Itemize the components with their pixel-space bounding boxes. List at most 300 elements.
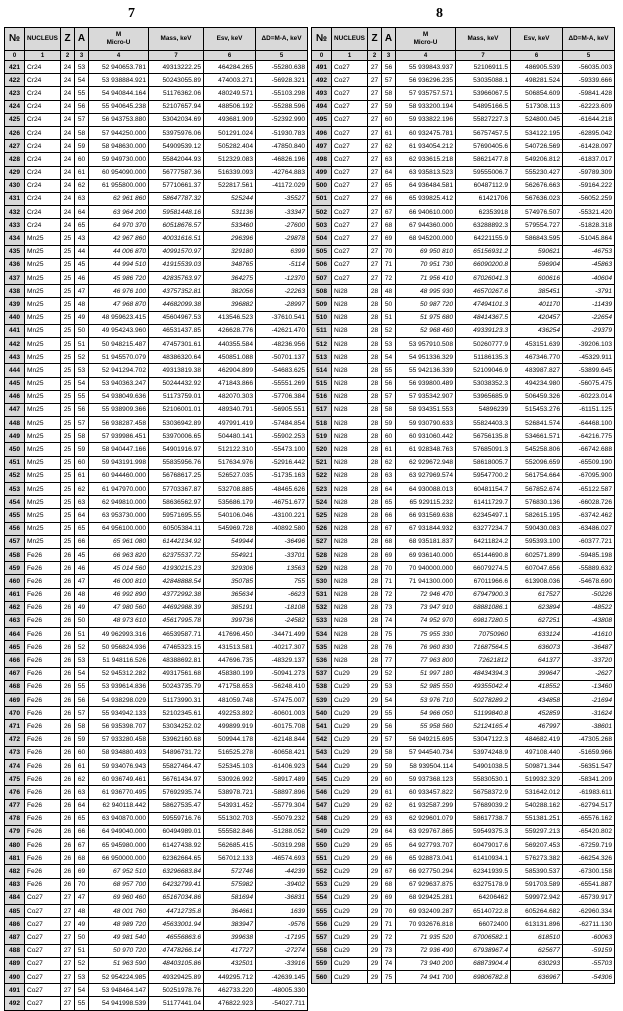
z-cell: 27 [368, 206, 382, 219]
a-cell: 61 [382, 443, 396, 456]
micro-u-cell: 48 001 760 [89, 905, 149, 918]
a-cell: 53 [75, 970, 89, 983]
row-number: 492 [312, 74, 332, 87]
row-number: 512 [312, 337, 332, 350]
table-row [312, 324, 615, 337]
a-cell: 60 [75, 153, 89, 166]
table-row [5, 377, 308, 390]
micro-u-cell: 48 989 720 [89, 918, 149, 931]
micro-u-cell: 60 944460.000 [89, 469, 149, 482]
nucleus-cell: Fe26 [25, 562, 61, 575]
row-number: 501 [312, 192, 332, 205]
table-body-right [312, 61, 615, 984]
mass-cell: 41915539.03 [149, 258, 204, 271]
esv-cell: 569207.453 [511, 839, 563, 852]
header-micro-u: M Micro-U [89, 28, 149, 51]
z-cell: 28 [368, 562, 382, 575]
delta-cell: -43808 [563, 614, 615, 627]
z-cell: 27 [368, 272, 382, 285]
delta-cell: -22654 [563, 311, 615, 324]
table-row [312, 746, 615, 759]
mass-cell: 48388692.81 [149, 654, 204, 667]
table-row [312, 219, 615, 232]
delta-cell: -17195 [256, 931, 308, 944]
delta-cell: 13563 [256, 562, 308, 575]
page-number-right: 8 [436, 6, 443, 21]
nucleus-cell: Fe26 [25, 878, 61, 891]
row-number: 427 [5, 140, 25, 153]
nucleus-cell: Cr24 [25, 100, 61, 113]
esv-cell: 600616 [511, 272, 563, 285]
table-row [5, 680, 308, 693]
nucleus-cell: Fe26 [25, 575, 61, 588]
nucleus-cell: Co27 [25, 918, 61, 931]
esv-cell: 382056 [204, 285, 256, 298]
table-row [312, 707, 615, 720]
delta-cell: -42639.145 [256, 970, 308, 983]
esv-cell: 540106.046 [204, 509, 256, 522]
table-row [312, 970, 615, 983]
row-number: 448 [5, 417, 25, 430]
mass-cell: 64232799.41 [149, 878, 204, 891]
col-index: 4 [396, 51, 456, 61]
z-cell: 26 [61, 825, 75, 838]
delta-cell: -3791 [563, 285, 615, 298]
mass-cell: 59581448.16 [149, 206, 204, 219]
esv-cell: 417727 [204, 944, 256, 957]
nucleus-cell: Ni28 [332, 456, 368, 469]
delta-cell: -56905.551 [256, 403, 308, 416]
table-row [312, 126, 615, 139]
z-cell: 25 [61, 483, 75, 496]
table-row [312, 166, 615, 179]
a-cell: 60 [382, 773, 396, 786]
micro-u-cell: 61 947970.000 [89, 483, 149, 496]
nucleus-cell: Ni28 [332, 628, 368, 641]
table-row [5, 733, 308, 746]
row-number: 482 [5, 865, 25, 878]
z-cell: 29 [368, 878, 382, 891]
esv-cell: 562685.415 [204, 839, 256, 852]
a-cell: 58 [382, 746, 396, 759]
mass-cell: 54909539.12 [149, 140, 204, 153]
mass-cell: 61427438.92 [149, 839, 204, 852]
row-number: 475 [5, 773, 25, 786]
table-row [312, 206, 615, 219]
a-cell: 71 [382, 918, 396, 931]
nucleus-cell: Mn25 [25, 403, 61, 416]
a-cell: 65 [382, 839, 396, 852]
micro-u-cell: 52 940653.781 [89, 61, 149, 74]
delta-cell: -59339.666 [563, 74, 615, 87]
delta-cell: -24582 [256, 614, 308, 627]
row-number: 490 [5, 970, 25, 983]
nucleus-cell: Co27 [332, 179, 368, 192]
row-number: 491 [5, 984, 25, 997]
nucleus-cell: Cu29 [332, 786, 368, 799]
table-row [5, 192, 308, 205]
delta-cell: -58917.489 [256, 773, 308, 786]
mass-cell: 58621477.8 [456, 153, 511, 166]
mass-cell: 60505384.11 [149, 522, 204, 535]
micro-u-cell: 63 935813.523 [396, 166, 456, 179]
nucleus-cell: Cu29 [332, 707, 368, 720]
z-cell: 25 [61, 298, 75, 311]
micro-u-cell: 61 932587.299 [396, 799, 456, 812]
nucleus-cell: Fe26 [25, 654, 61, 667]
esv-cell: 516525.278 [204, 746, 256, 759]
nucleus-cell: Mn25 [25, 417, 61, 430]
a-cell: 57 [382, 390, 396, 403]
row-number: 493 [312, 87, 332, 100]
micro-u-cell: 57 933280.458 [89, 733, 149, 746]
esv-cell: 420457 [511, 311, 563, 324]
a-cell: 56 [382, 377, 396, 390]
nucleus-cell: Fe26 [25, 720, 61, 733]
a-cell: 51 [75, 944, 89, 957]
delta-cell: -62960.334 [563, 905, 615, 918]
micro-u-cell: 54 951336.329 [396, 351, 456, 364]
a-cell: 56 [382, 61, 396, 74]
delta-cell: -58341.209 [563, 773, 615, 786]
row-number: 504 [312, 232, 332, 245]
z-cell: 26 [61, 654, 75, 667]
col-index: 0 [312, 51, 332, 61]
mass-cell: 52102345.61 [149, 707, 204, 720]
z-cell: 27 [61, 944, 75, 957]
delta-cell: -59485.198 [563, 548, 615, 561]
micro-u-cell: 45 014 560 [89, 562, 149, 575]
a-cell: 57 [75, 417, 89, 430]
table-row [5, 272, 308, 285]
row-number: 503 [312, 219, 332, 232]
delta-cell: -67259.719 [563, 839, 615, 852]
table-row [312, 588, 615, 601]
nucleus-cell: Mn25 [25, 285, 61, 298]
table-row [5, 126, 308, 139]
nucleus-cell: Cr24 [25, 87, 61, 100]
esv-cell: 417696.450 [204, 628, 256, 641]
col-index: 2 [368, 51, 382, 61]
z-cell: 29 [368, 970, 382, 983]
delta-cell: -42621.470 [256, 324, 308, 337]
mass-cell: 60481154.7 [456, 483, 511, 496]
esv-cell: 498281.524 [511, 74, 563, 87]
nucleus-cell: Co27 [332, 140, 368, 153]
esv-cell: 545258.806 [511, 443, 563, 456]
a-cell: 54 [75, 74, 89, 87]
micro-u-cell: 60 932475.781 [396, 126, 456, 139]
esv-cell: 474003.271 [204, 74, 256, 87]
a-cell: 67 [75, 839, 89, 852]
nucleus-cell: Co27 [25, 984, 61, 997]
row-number: 542 [312, 733, 332, 746]
mass-cell: 48403105.86 [149, 957, 204, 970]
z-cell: 25 [61, 456, 75, 469]
mass-cell: 44692988.39 [149, 601, 204, 614]
mass-cell: 59571695.55 [149, 509, 204, 522]
z-cell: 26 [61, 878, 75, 891]
z-cell: 26 [61, 786, 75, 799]
delta-cell: -33720 [563, 654, 615, 667]
a-cell: 62 [75, 179, 89, 192]
z-cell: 24 [61, 179, 75, 192]
a-cell: 48 [75, 905, 89, 918]
table-row [312, 443, 615, 456]
nucleus-cell: Ni28 [332, 285, 368, 298]
nucleus-cell: Co27 [25, 970, 61, 983]
mass-cell: 56768617.25 [149, 469, 204, 482]
micro-u-cell: 67 931844.932 [396, 522, 456, 535]
row-number: 447 [5, 403, 25, 416]
z-cell: 26 [61, 588, 75, 601]
table-body-left [5, 61, 308, 1011]
esv-cell: 576273.382 [511, 852, 563, 865]
delta-cell: -51659.966 [563, 746, 615, 759]
row-number: 506 [312, 258, 332, 271]
header-delta-kev: ΔD=M-A, keV [563, 28, 615, 51]
a-cell: 57 [382, 74, 396, 87]
nucleus-cell: Cu29 [332, 812, 368, 825]
delta-cell: -65122.587 [563, 483, 615, 496]
table-row [5, 746, 308, 759]
delta-cell: -63486.027 [563, 522, 615, 535]
z-cell: 28 [368, 298, 382, 311]
row-number: 425 [5, 113, 25, 126]
esv-cell: 586843.595 [511, 232, 563, 245]
micro-u-cell: 67 929637.875 [396, 878, 456, 891]
micro-u-cell: 69 950 810 [396, 245, 456, 258]
header-nucleus: NUCLEUS [332, 28, 368, 51]
a-cell: 59 [382, 100, 396, 113]
micro-u-cell: 49 954243.960 [89, 324, 149, 337]
micro-u-cell: 73 940 200 [396, 957, 456, 970]
nucleus-cell: Cu29 [332, 878, 368, 891]
delta-cell: 1639 [256, 905, 308, 918]
delta-cell: -41172.029 [256, 179, 308, 192]
row-number: 494 [312, 100, 332, 113]
mass-cell: 53034252.02 [149, 720, 204, 733]
table-row [312, 944, 615, 957]
z-cell: 26 [61, 562, 75, 575]
a-cell: 63 [382, 153, 396, 166]
delta-cell: -62223.609 [563, 100, 615, 113]
mass-cell: 59559716.76 [149, 812, 204, 825]
table-row [5, 311, 308, 324]
delta-cell: -51288.052 [256, 825, 308, 838]
header-number: № [5, 28, 25, 51]
nucleus-cell: Co27 [332, 219, 368, 232]
esv-cell: 613131.896 [511, 918, 563, 931]
nucleus-cell: Mn25 [25, 351, 61, 364]
table-row [312, 87, 615, 100]
micro-u-cell: 50 948215.487 [89, 337, 149, 350]
esv-cell: 552096.659 [511, 456, 563, 469]
nucleus-cell: Ni28 [332, 403, 368, 416]
a-cell: 48 [382, 285, 396, 298]
row-number: 551 [312, 852, 332, 865]
esv-cell: 613908.036 [511, 575, 563, 588]
row-number: 429 [5, 166, 25, 179]
table-row [5, 245, 308, 258]
a-cell: 64 [382, 483, 396, 496]
table-row [5, 891, 308, 904]
mass-cell: 44682099.38 [149, 298, 204, 311]
delta-cell: -63742.462 [563, 509, 615, 522]
esv-cell: 595393.100 [511, 535, 563, 548]
a-cell: 67 [382, 206, 396, 219]
nucleus-cell: Co27 [332, 113, 368, 126]
z-cell: 27 [61, 891, 75, 904]
esv-cell: 551381.251 [511, 812, 563, 825]
micro-u-cell: 53 939614.836 [89, 680, 149, 693]
row-number: 515 [312, 377, 332, 390]
micro-u-cell: 59 937368.123 [396, 773, 456, 786]
micro-u-cell: 50 987 720 [396, 298, 456, 311]
esv-cell: 555582.846 [204, 825, 256, 838]
row-number: 469 [5, 694, 25, 707]
nucleus-cell: Mn25 [25, 245, 61, 258]
delta-cell: -51828.318 [563, 219, 615, 232]
z-cell: 25 [61, 285, 75, 298]
mass-cell: 60518676.57 [149, 219, 204, 232]
z-cell: 29 [368, 694, 382, 707]
table-row [312, 852, 615, 865]
row-number: 529 [312, 562, 332, 575]
micro-u-cell: 61 936770.495 [89, 786, 149, 799]
micro-u-cell: 57 944540.734 [396, 746, 456, 759]
z-cell: 28 [368, 403, 382, 416]
mass-cell: 72621812 [456, 654, 511, 667]
z-cell: 27 [368, 153, 382, 166]
row-number: 441 [5, 324, 25, 337]
z-cell: 26 [61, 680, 75, 693]
z-cell: 29 [368, 707, 382, 720]
delta-cell: -62711.130 [563, 918, 615, 931]
a-cell: 65 [382, 179, 396, 192]
delta-cell: -46751.677 [256, 496, 308, 509]
row-number: 489 [5, 957, 25, 970]
mass-cell: 64211824.2 [456, 535, 511, 548]
table-row [5, 773, 308, 786]
a-cell: 55 [75, 680, 89, 693]
row-number: 558 [312, 944, 332, 957]
mass-cell: 53035088.1 [456, 74, 511, 87]
header-mass-kev: Mass, keV [149, 28, 204, 51]
micro-u-cell: 62 961 860 [89, 192, 149, 205]
delta-cell: -39206.103 [563, 337, 615, 350]
nucleus-cell: Mn25 [25, 298, 61, 311]
esv-cell: 567852.674 [511, 483, 563, 496]
nucleus-cell: Cu29 [332, 931, 368, 944]
nucleus-cell: Cu29 [332, 694, 368, 707]
nucleus-cell: Ni28 [332, 364, 368, 377]
mass-cell: 66079274.5 [456, 562, 511, 575]
nucleus-cell: Ni28 [332, 548, 368, 561]
nucleus-cell: Fe26 [25, 865, 61, 878]
delta-cell: -53899.645 [563, 364, 615, 377]
delta-cell: -65739.917 [563, 891, 615, 904]
delta-cell: -21694 [563, 694, 615, 707]
nucleus-cell: Co27 [25, 997, 61, 1010]
table-row [312, 245, 615, 258]
table-row [5, 74, 308, 87]
z-cell: 25 [61, 351, 75, 364]
micro-u-cell: 58 934351.553 [396, 403, 456, 416]
a-cell: 68 [382, 219, 396, 232]
esv-cell: 567636.023 [511, 192, 563, 205]
z-cell: 26 [61, 799, 75, 812]
z-cell: 25 [61, 245, 75, 258]
mass-cell: 53042034.69 [149, 113, 204, 126]
micro-u-cell: 74 952 970 [396, 614, 456, 627]
a-cell: 61 [75, 166, 89, 179]
delta-cell: -59789.309 [563, 166, 615, 179]
table-row [312, 667, 615, 680]
micro-u-cell: 65 929115.232 [396, 496, 456, 509]
a-cell: 62 [75, 773, 89, 786]
esv-cell: 574976.507 [511, 206, 563, 219]
row-number: 552 [312, 865, 332, 878]
delta-cell: -55551.269 [256, 377, 308, 390]
table-row [5, 707, 308, 720]
micro-u-cell: 60 936749.461 [89, 773, 149, 786]
micro-u-cell: 62 929672.948 [396, 456, 456, 469]
delta-cell: -33347 [256, 206, 308, 219]
a-cell: 55 [75, 390, 89, 403]
mass-cell: 56757457.5 [456, 126, 511, 139]
mass-cell: 54901038.5 [456, 759, 511, 772]
z-cell: 27 [368, 100, 382, 113]
micro-u-cell: 63 964 200 [89, 206, 149, 219]
table-row [312, 865, 615, 878]
z-cell: 27 [368, 140, 382, 153]
esv-cell: 486905.539 [511, 61, 563, 74]
col-index: 2 [61, 51, 75, 61]
nucleus-cell: Fe26 [25, 694, 61, 707]
nucleus-cell: Cr24 [25, 179, 61, 192]
row-number: 507 [312, 272, 332, 285]
z-cell: 28 [368, 588, 382, 601]
a-cell: 66 [75, 535, 89, 548]
micro-u-cell: 66 950000.000 [89, 852, 149, 865]
mass-cell: 55827464.47 [149, 759, 204, 772]
a-cell: 51 [382, 311, 396, 324]
esv-cell: 572746 [204, 865, 256, 878]
row-number: 458 [5, 548, 25, 561]
table-row [312, 192, 615, 205]
a-cell: 52 [382, 667, 396, 680]
a-cell: 45 [75, 548, 89, 561]
esv-cell: 447696.735 [204, 654, 256, 667]
table-row [312, 641, 615, 654]
z-cell: 26 [61, 641, 75, 654]
table-row [312, 483, 615, 496]
row-number: 436 [5, 258, 25, 271]
nucleus-cell: Ni28 [332, 390, 368, 403]
z-cell: 28 [368, 456, 382, 469]
delta-cell: -61644.218 [563, 113, 615, 126]
row-number: 518 [312, 417, 332, 430]
mass-cell: 57690405.6 [456, 140, 511, 153]
table-row [5, 337, 308, 350]
table-row [5, 812, 308, 825]
z-cell: 29 [368, 680, 382, 693]
table-row [312, 179, 615, 192]
nucleus-cell: Cr24 [25, 192, 61, 205]
z-cell: 25 [61, 443, 75, 456]
delta-cell: -61406.923 [256, 759, 308, 772]
